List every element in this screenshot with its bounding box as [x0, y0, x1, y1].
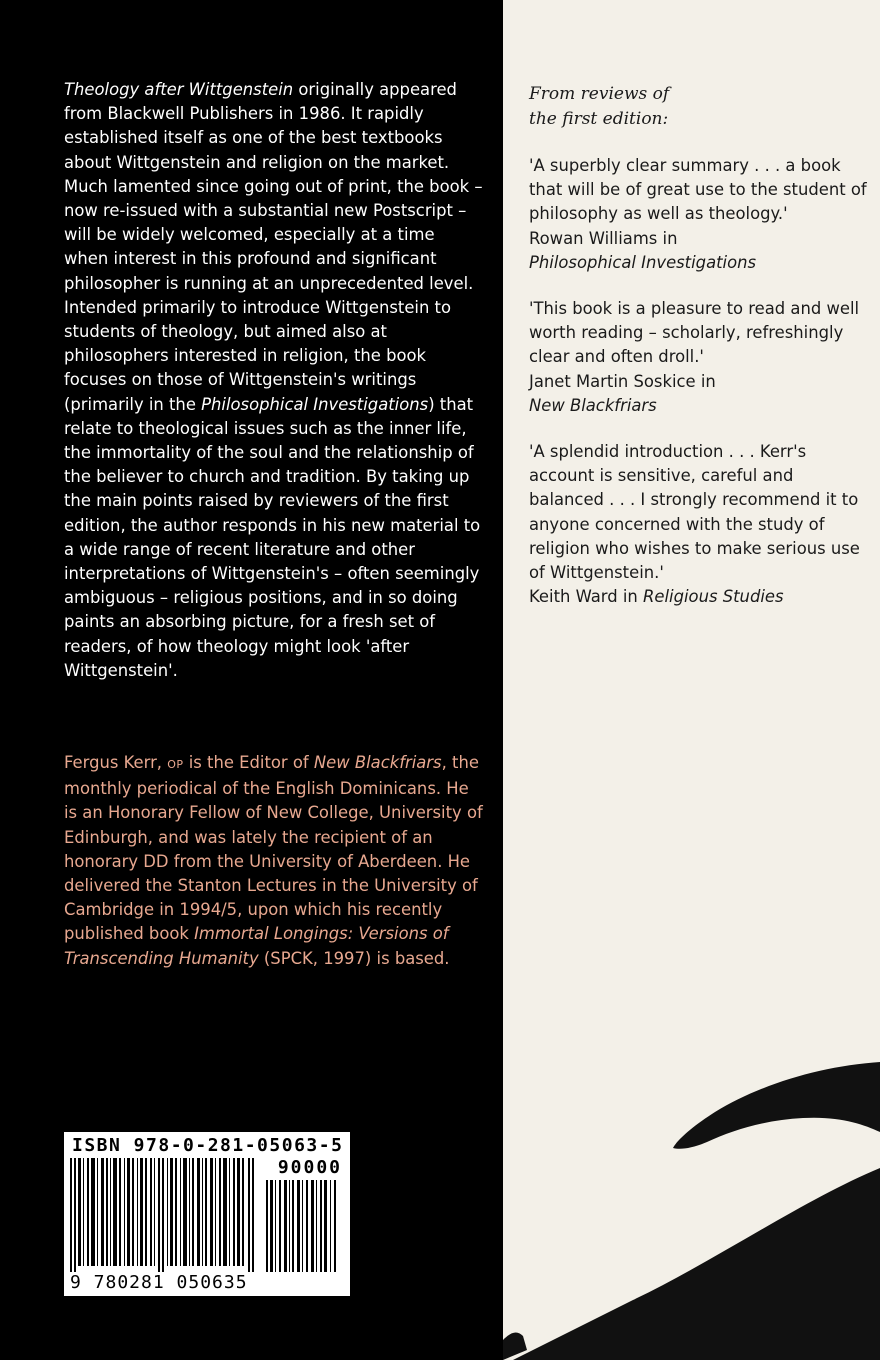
bio-order: OP [167, 758, 184, 771]
blurb-work-title: Philosophical Investigations [201, 394, 429, 414]
bio-name: Fergus Kerr, [64, 753, 168, 772]
review-publication: Philosophical Investigations [529, 252, 757, 272]
bio-book: Immortal Longings: Versions of Transcending Humanity [64, 924, 449, 968]
review-publication: Religious Studies [643, 587, 784, 607]
blurb-text-1: originally appeared from Blackwell Publishers in 1986. It rapidly established itself as one of the best textbooks about Wittgenstein and religion on the market. Much lamented since going out of print, the book – now re-issued with a substantial new Postscript – will be widely welcomed, especially at a time when interest in this profound and significant philosopher is running at an unprecedented level. Intended primarily to introduce Wittgenstein to students of theology, but aimed also at philosophers interested in religion, the book focuses on those of Wittgenstein's writings (primarily in the [64, 80, 483, 414]
bio-text-1: is the Editor of [183, 753, 314, 772]
review-text: 'This book is a pleasure to read and well worth reading – scholarly, refreshingly clear and often droll.' [529, 299, 860, 367]
review-attribution [529, 585, 869, 609]
reviews-heading-line-2: the first edition: [529, 109, 669, 129]
bio-journal: New Blackfriars [313, 753, 442, 772]
review-quote-1 [529, 154, 869, 275]
ean-digits: 9 780281 050635 [70, 1272, 248, 1293]
reviews-heading-line-1: From reviews of [529, 84, 670, 104]
review-publication: New Blackfriars [529, 395, 657, 415]
addon-barcode-bars [264, 1180, 344, 1272]
ean-barcode-bars [68, 1158, 258, 1272]
review-reviewer: Janet Martin Soskice in [529, 371, 716, 391]
blurb-text-2: ) that relate to theological issues such as the inner life, the immortality of the soul and the relationship of the believer to church and tradition. By taking up the main points raised by reviewers of the first edition, the author responds in his new material to a wide range of recent literature and other interpretations of Wittgenstein's – often seemingly ambiguous – religious positions, and in so doing paints an absorbing picture, for a fresh set of readers, of how theology might look 'after Wittgenstein'. [64, 394, 481, 680]
review-reviewer: Rowan Williams in [529, 228, 678, 248]
book-title: Theology after Wittgenstein [64, 80, 294, 99]
book-blurb [64, 78, 484, 683]
review-reviewer: Keith Ward in [529, 587, 644, 607]
isbn-barcode [64, 1132, 350, 1296]
price-code: 90000 [277, 1157, 342, 1178]
isbn-number: ISBN 978-0-281-05063-5 [72, 1135, 344, 1156]
author-bio [64, 751, 484, 971]
reviews-column [529, 82, 869, 631]
review-text: 'A splendid introduction . . . Kerr's account is sensitive, careful and balanced . . . I strongly recommend it to anyone concerned with the study of religion who wishes to make serious use of Wittgenstein.' [529, 442, 860, 583]
review-quote-2 [529, 297, 869, 418]
right-panel [503, 0, 880, 1360]
review-text: 'A superbly clear summary . . . a book that will be of great use to the student of philosophy as well as theology.' [529, 156, 867, 224]
reviews-heading [529, 82, 869, 132]
bio-text-2: , the monthly periodical of the English Dominicans. He is an Honorary Fellow of New College, University of Edinburgh, and was lately the recipient of an honorary DD from the University of Aberdeen. He delivered the Stanton Lectures in the University of Cambridge in 1994/5, upon which his recently published book [64, 753, 483, 944]
review-quote-3 [529, 440, 869, 609]
bio-text-3: (SPCK, 1997) is based. [258, 948, 450, 968]
